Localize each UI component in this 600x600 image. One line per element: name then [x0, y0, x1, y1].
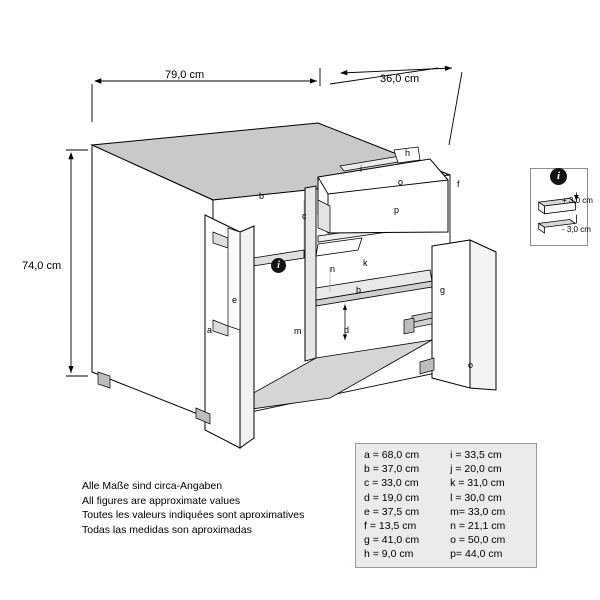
legend-cell-right: n = 21,1 cm [450, 520, 506, 533]
part-label: b [356, 285, 362, 295]
legend-table [364, 448, 530, 562]
part-label: a [207, 325, 213, 335]
height-dimension-label: 74,0 cm [22, 260, 62, 272]
table-row [364, 505, 530, 519]
legend-cell-left: b = 37,0 cm [364, 463, 420, 476]
depth-dimension-label: 36,0 cm [380, 73, 420, 85]
part-label: o [398, 177, 404, 187]
legend-cell-right: m= 33,0 cm [450, 505, 506, 518]
legend-cell-left: c = 33,0 cm [364, 477, 419, 490]
callout-minus-label: - 3,0 cm [562, 225, 591, 234]
part-label: m [294, 326, 302, 336]
table-row [364, 491, 530, 505]
legend-cell-right: i = 33,5 cm [450, 449, 502, 461]
info-badge-icon[interactable]: i [271, 258, 286, 273]
part-label: d [344, 325, 350, 335]
note-line-de: Alle Maße sind circa-Angaben [82, 480, 223, 492]
measurement-legend [355, 443, 537, 568]
legend-cell-left: h = 9,0 cm [364, 548, 414, 561]
part-label: f [457, 179, 460, 189]
part-label: e [232, 295, 238, 305]
part-label: h [405, 148, 411, 158]
table-row [364, 547, 530, 561]
part-label: k [363, 258, 368, 268]
part-label: o [468, 360, 474, 370]
legend-cell-right: j = 20,0 cm [450, 463, 502, 476]
info-badge-icon-callout[interactable]: i [550, 168, 567, 185]
part-label: i [360, 164, 362, 174]
approximate-values-notes [82, 479, 342, 537]
note-line-en: All figures are approximate values [82, 494, 241, 507]
part-label: c [302, 211, 307, 221]
legend-cell-left: a = 68,0 cm [364, 449, 420, 461]
table-row [364, 519, 530, 533]
width-dimension-label: 79,0 cm [165, 69, 205, 81]
cabinet-body [92, 123, 496, 448]
callout-info-badge-wrap [550, 168, 568, 186]
part-label: n [330, 264, 336, 274]
legend-cell-left: g = 41,0 cm [364, 534, 420, 547]
legend-cell-left: e = 37,5 cm [364, 505, 420, 518]
legend-cell-right: p= 44,0 cm [450, 548, 503, 561]
part-label: b [259, 191, 265, 201]
part-label: g [440, 285, 446, 295]
table-row [364, 533, 530, 547]
legend-cell-left: d = 19,0 cm [364, 491, 420, 504]
callout-plus-label: + 3,0 cm [562, 196, 593, 205]
part-label: p [394, 205, 400, 215]
table-row [364, 462, 530, 476]
note-line-es: Todas las medidas son aproximadas [82, 523, 252, 536]
table-row [364, 448, 530, 462]
table-row [364, 476, 530, 490]
note-line-fr: Toutes les valeurs indiquées sont aproximatives [82, 509, 305, 521]
legend-cell-right: k = 31,0 cm [450, 477, 505, 490]
legend-cell-right: l = 30,0 cm [450, 491, 502, 504]
legend-cell-right: o = 50,0 cm [450, 534, 506, 547]
legend-cell-left: f = 13,5 cm [364, 520, 417, 533]
